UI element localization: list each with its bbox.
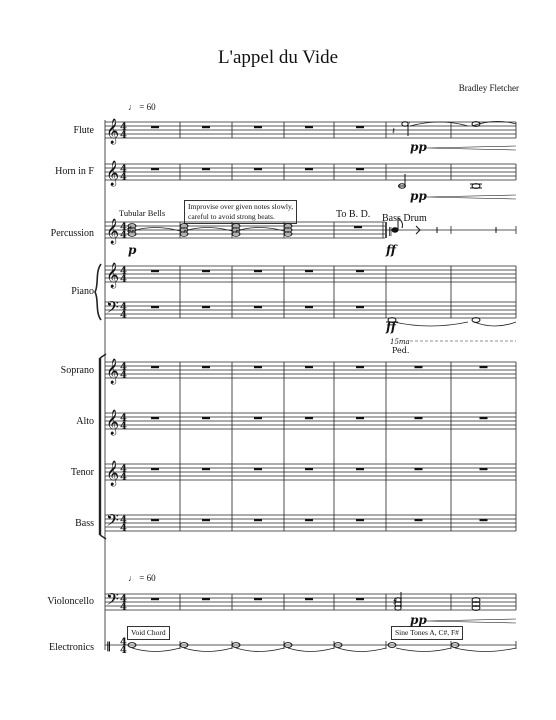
notes: [127, 119, 496, 647]
whole-rest: [151, 468, 159, 470]
time-signature-bottom: 4: [120, 645, 127, 656]
whole-rest: [356, 366, 364, 368]
whole-rest: [202, 270, 210, 272]
whole-rest: [254, 366, 262, 368]
composer-name: Bradley Fletcher: [458, 83, 519, 93]
cello-chord-2: [472, 598, 480, 611]
staff-soprano: [105, 362, 516, 378]
label-soprano: Soprano: [60, 365, 94, 376]
whole-rest: [415, 366, 423, 368]
time-signature-top: 4: [120, 362, 127, 373]
whole-rest: [151, 366, 159, 368]
treble-clef-soprano: 𝄞: [106, 359, 120, 384]
staff-piano-bass: [105, 302, 516, 318]
whole-rest: [254, 126, 262, 128]
bass-clef-bass: 𝄢: [106, 510, 119, 534]
time-signature-bottom: 4: [120, 421, 127, 432]
treble-clef-alto: 𝄞: [106, 410, 120, 435]
whole-rest: [254, 519, 262, 521]
svg-text:#: #: [393, 597, 397, 606]
whole-rest: [305, 519, 313, 521]
time-signature-top: 4: [120, 164, 127, 175]
tubular-bells-label: Tubular Bells: [119, 208, 166, 218]
label-percussion: Percussion: [50, 228, 94, 239]
improvise-line-1: Improvise over given notes slowly,: [188, 202, 294, 211]
dynamic-piano: ff: [386, 320, 396, 334]
piano-tie: [394, 322, 468, 326]
time-signature-top: 4: [120, 302, 127, 313]
whole-rest: [202, 519, 210, 521]
whole-rest: [305, 366, 313, 368]
whole-rest: [202, 306, 210, 308]
whole-rest: [151, 168, 159, 170]
time-signature-bottom: 4: [120, 310, 127, 321]
whole-rest: [202, 598, 210, 600]
whole-rest: [202, 126, 210, 128]
flute-quarter-rest: 𝄽: [392, 126, 396, 137]
label-electronics: Electronics: [49, 642, 94, 653]
treble-clef-horn: 𝄞: [106, 161, 120, 186]
percussion-clef-electronics: ‖: [106, 641, 111, 652]
whole-rest: [356, 468, 364, 470]
time-signature-top: 4: [120, 515, 127, 526]
percussion-clef-bd: ‖: [388, 227, 393, 237]
whole-rest: [254, 417, 262, 419]
label-piano: Piano: [71, 286, 94, 297]
dynamic-horn: pp: [410, 189, 427, 203]
whole-rest: [356, 417, 364, 419]
whole-rest: [356, 168, 364, 170]
label-bass: Bass: [75, 518, 94, 529]
treble-clef-percussion: 𝄞: [106, 219, 120, 244]
whole-rest: [254, 168, 262, 170]
staff-percussion: [105, 222, 516, 238]
treble-clef-piano: 𝄞: [106, 263, 120, 288]
time-signature-top: 4: [120, 594, 127, 605]
staff-piano-treble: [105, 266, 516, 282]
time-signature-top: 4: [120, 464, 127, 475]
whole-rest: [202, 168, 210, 170]
whole-rest: [254, 468, 262, 470]
time-signature-bottom: 4: [120, 523, 127, 534]
staff-violoncello: [105, 594, 516, 610]
dynamic-percussion-start: p: [128, 243, 137, 257]
time-signature-bottom: 4: [120, 274, 127, 285]
whole-rest: [305, 417, 313, 419]
whole-rest: [356, 598, 364, 600]
whole-rest: [415, 519, 423, 521]
sine-tones-box: Sine Tones A, C#, F#: [391, 626, 463, 640]
horn-hairpin: [426, 195, 516, 199]
improvise-line-2: careful to avoid strong beats.: [188, 212, 275, 221]
whole-rest: [202, 417, 210, 419]
cello-hairpin: [426, 619, 516, 623]
label-alto: Alto: [76, 416, 94, 427]
whole-rest: [480, 417, 488, 419]
whole-rest: [356, 519, 364, 521]
measure-barlines: [180, 122, 516, 649]
cello-chord-1: [393, 592, 401, 610]
tempo-marking-top: ♩ = 60: [128, 102, 156, 112]
time-signature-bottom: 4: [120, 602, 127, 613]
to-bass-drum-label: To B. D.: [336, 209, 371, 220]
time-signature-top: 4: [120, 266, 127, 277]
whole-rest: [305, 168, 313, 170]
time-signature-bottom: 4: [120, 130, 127, 141]
whole-rest: [356, 306, 364, 308]
whole-rest: [415, 417, 423, 419]
label-flute: Flute: [73, 125, 94, 136]
whole-rest: [151, 519, 159, 521]
whole-rest: [151, 270, 159, 272]
time-signature-top: 4: [120, 222, 127, 233]
time-signature-top: 4: [120, 122, 127, 133]
whole-rest: [151, 306, 159, 308]
time-signature-bottom: 4: [120, 472, 127, 483]
whole-rest: [305, 270, 313, 272]
treble-clef-tenor: 𝄞: [106, 461, 120, 486]
time-signature-bottom: 4: [120, 230, 127, 241]
whole-rest: [480, 366, 488, 368]
whole-rest: [151, 417, 159, 419]
whole-rest: [305, 126, 313, 128]
ottava-marking: 15ma: [390, 338, 410, 346]
time-signatures: [120, 122, 127, 656]
whole-rest: [480, 468, 488, 470]
treble-clef-flute: 𝄞: [106, 119, 120, 144]
flute-tie-1: [410, 122, 468, 126]
bass-clef-cello: 𝄢: [106, 589, 119, 613]
dynamic-percussion-bd: ff: [386, 243, 396, 257]
staff-horn: [105, 164, 516, 180]
staff-alto: [105, 413, 516, 429]
whole-rest: [151, 126, 159, 128]
time-signature-bottom: 4: [120, 370, 127, 381]
whole-rest: [356, 270, 364, 272]
whole-rest: [305, 468, 313, 470]
tempo-marking-cello: ♩ = 60: [128, 573, 156, 583]
dynamic-flute: pp: [410, 140, 427, 154]
whole-rest: [254, 306, 262, 308]
bass-drum-notes: [392, 218, 496, 234]
time-signature-bottom: 4: [120, 172, 127, 183]
flute-hairpin: [426, 146, 516, 150]
pedal-marking: Ped.: [392, 346, 410, 355]
whole-rest: [202, 468, 210, 470]
label-horn: Horn in F: [55, 166, 94, 177]
bass-clef-piano: 𝄢: [106, 297, 119, 321]
void-chord-box: Void Chord: [127, 626, 170, 640]
label-violoncello: Violoncello: [47, 596, 94, 607]
staff-flute: [105, 122, 516, 138]
whole-rest: [151, 598, 159, 600]
staff-tenor: [105, 464, 516, 480]
time-signature-top: 4: [120, 637, 127, 648]
whole-rest: [254, 598, 262, 600]
piano-brace: [95, 264, 101, 320]
svg-text:♯: ♯: [127, 224, 132, 234]
whole-rest: [354, 226, 362, 228]
whole-rest: [254, 270, 262, 272]
whole-rest: [305, 306, 313, 308]
bass-drum-label: Bass Drum: [382, 213, 427, 224]
staff-bass: [105, 515, 516, 531]
label-tenor: Tenor: [70, 467, 94, 478]
whole-rest: [202, 366, 210, 368]
whole-rest: [480, 519, 488, 521]
svg-text:·: ·: [408, 119, 411, 128]
time-signature-top: 4: [120, 413, 127, 424]
whole-rest: [415, 468, 423, 470]
whole-rest: [356, 126, 364, 128]
score-title: L'appel du Vide: [217, 47, 339, 68]
whole-rest: [305, 598, 313, 600]
dynamic-violoncello: pp: [410, 613, 427, 627]
